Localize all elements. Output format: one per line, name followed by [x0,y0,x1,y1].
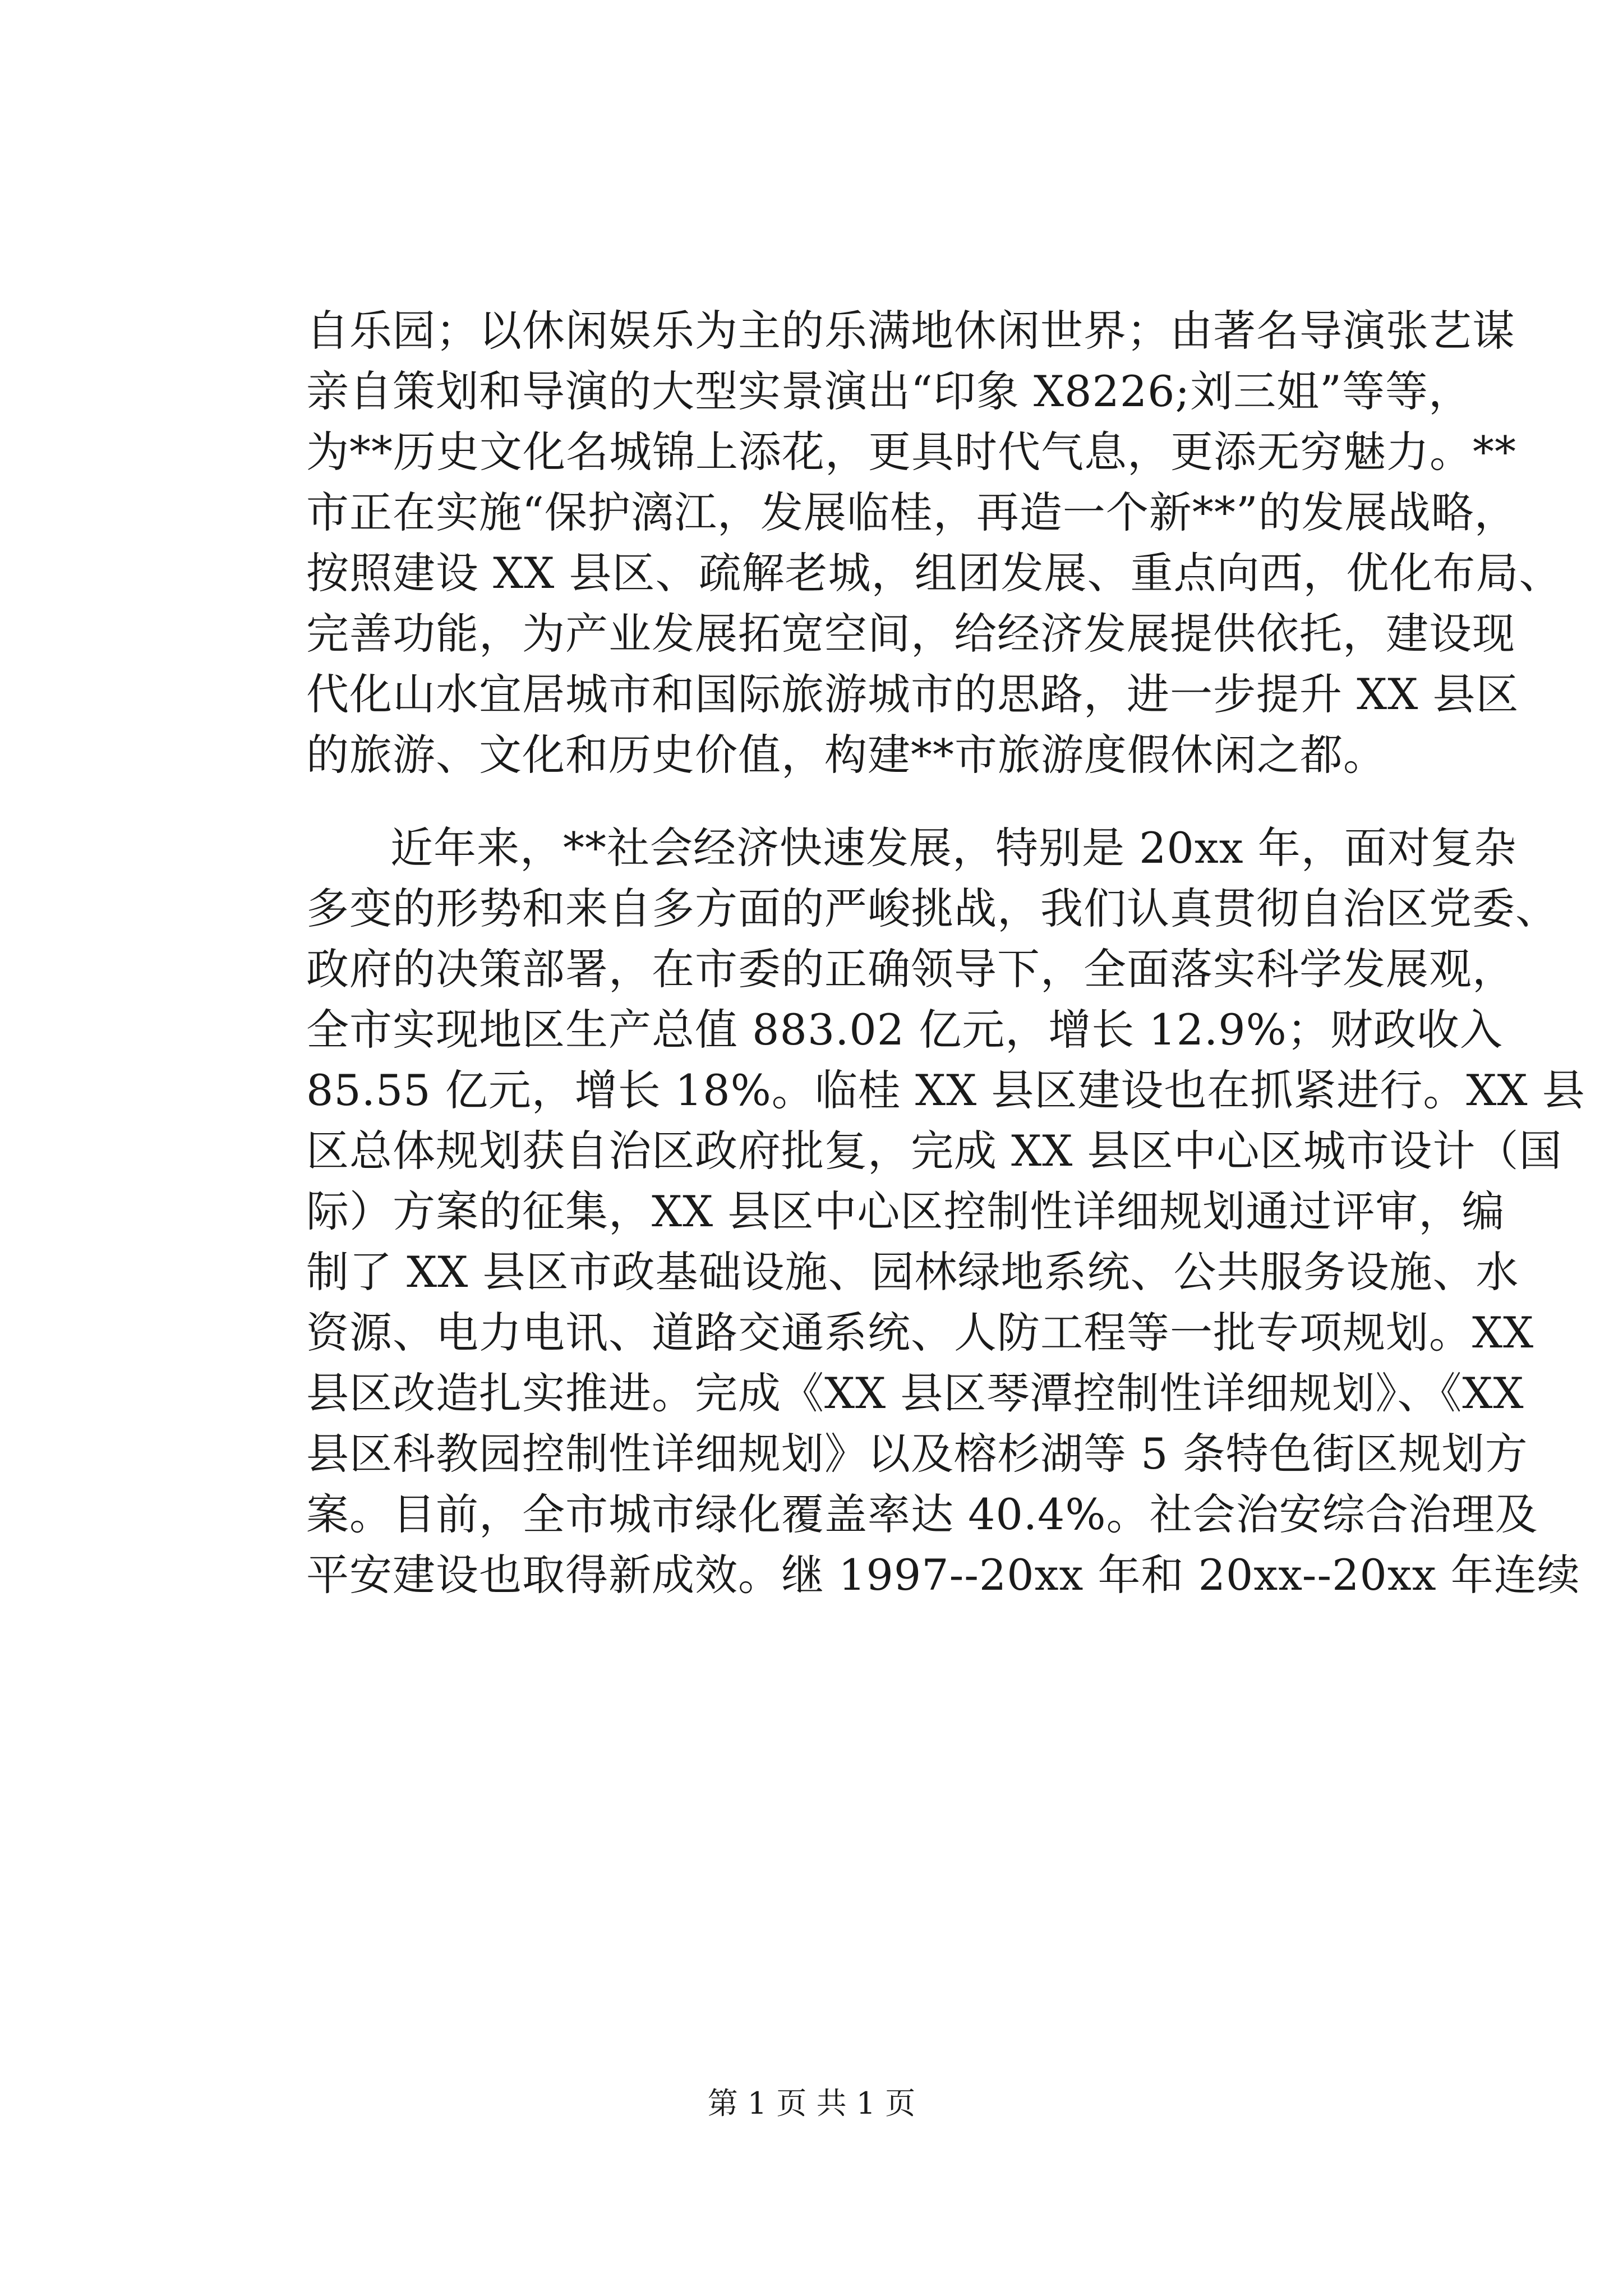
text-line: 的旅游、文化和历史价值，构建**市旅游度假休闲之都。 [306,730,1386,780]
text-line: 完善功能，为产业发展拓宽空间，给经济发展提供依托，建设现 [306,609,1515,659]
text-line: 区总体规划获自治区政府批复，完成 XX 县区中心区城市设计（国 [306,1126,1562,1176]
text-line: 案。目前，全市城市绿化覆盖率达 40.4%。社会治安综合治理及 [306,1489,1538,1539]
paragraph [306,818,1585,1605]
text-line: 政府的决策部署，在市委的正确领导下，全面落实科学发展观， [306,944,1515,994]
text-line: 按照建设 XX 县区、疏解老城，组团发展、重点向西，优化布局、 [306,548,1562,598]
text-line: 85.55 亿元，增长 18%。临桂 XX 县区建设也在抓紧进行。XX 县 [306,1065,1585,1115]
text-line: 市正在实施“保护漓江，发展临桂，再造一个新**”的发展战略， [306,487,1518,537]
paragraph [306,301,1562,785]
text-line: 自乐园；以休闲娱乐为主的乐满地休闲世界；由著名导演张艺谋 [306,306,1515,356]
text-line: 资源、电力电讯、道路交通系统、人防工程等一批专项规划。XX [306,1308,1534,1358]
text-line: 代化山水宜居城市和国际旅游城市的思路，进一步提升 XX 县区 [306,669,1519,719]
text-line: 多变的形势和来自多方面的严峻挑战，我们认真贯彻自治区党委、 [306,884,1559,933]
text-line: 全市实现地区生产总值 883.02 亿元，增长 12.9%；财政收入 [306,1005,1503,1055]
text-line: 际）方案的征集，XX 县区中心区控制性详细规划通过评审，编 [306,1186,1505,1236]
text-line: 亲自策划和导演的大型实景演出“印象 X8226;刘三姐”等等， [306,366,1472,416]
text-line: 平安建设也取得新成效。继 1997--20xx 年和 20xx--20xx 年连续 [306,1550,1580,1600]
page-footer: 第 1 页 共 1 页 [707,2086,916,2121]
text-line: 县区科教园控制性详细规划》以及榕杉湖等 5 条特色街区规划方 [306,1429,1528,1479]
text-line: 制了 XX 县区市政基础设施、园林绿地系统、公共服务设施、水 [306,1247,1519,1297]
text-line: 近年来，**社会经济快速发展，特别是 20xx 年，面对复杂 [390,823,1517,873]
document-body [306,301,1585,1605]
text-line: 县区改造扎实推进。完成《XX 县区琴潭控制性详细规划》、《XX [306,1368,1524,1418]
text-line: 为**历史文化名城锦上添花，更具时代气息，更添无穷魅力。** [306,427,1516,477]
